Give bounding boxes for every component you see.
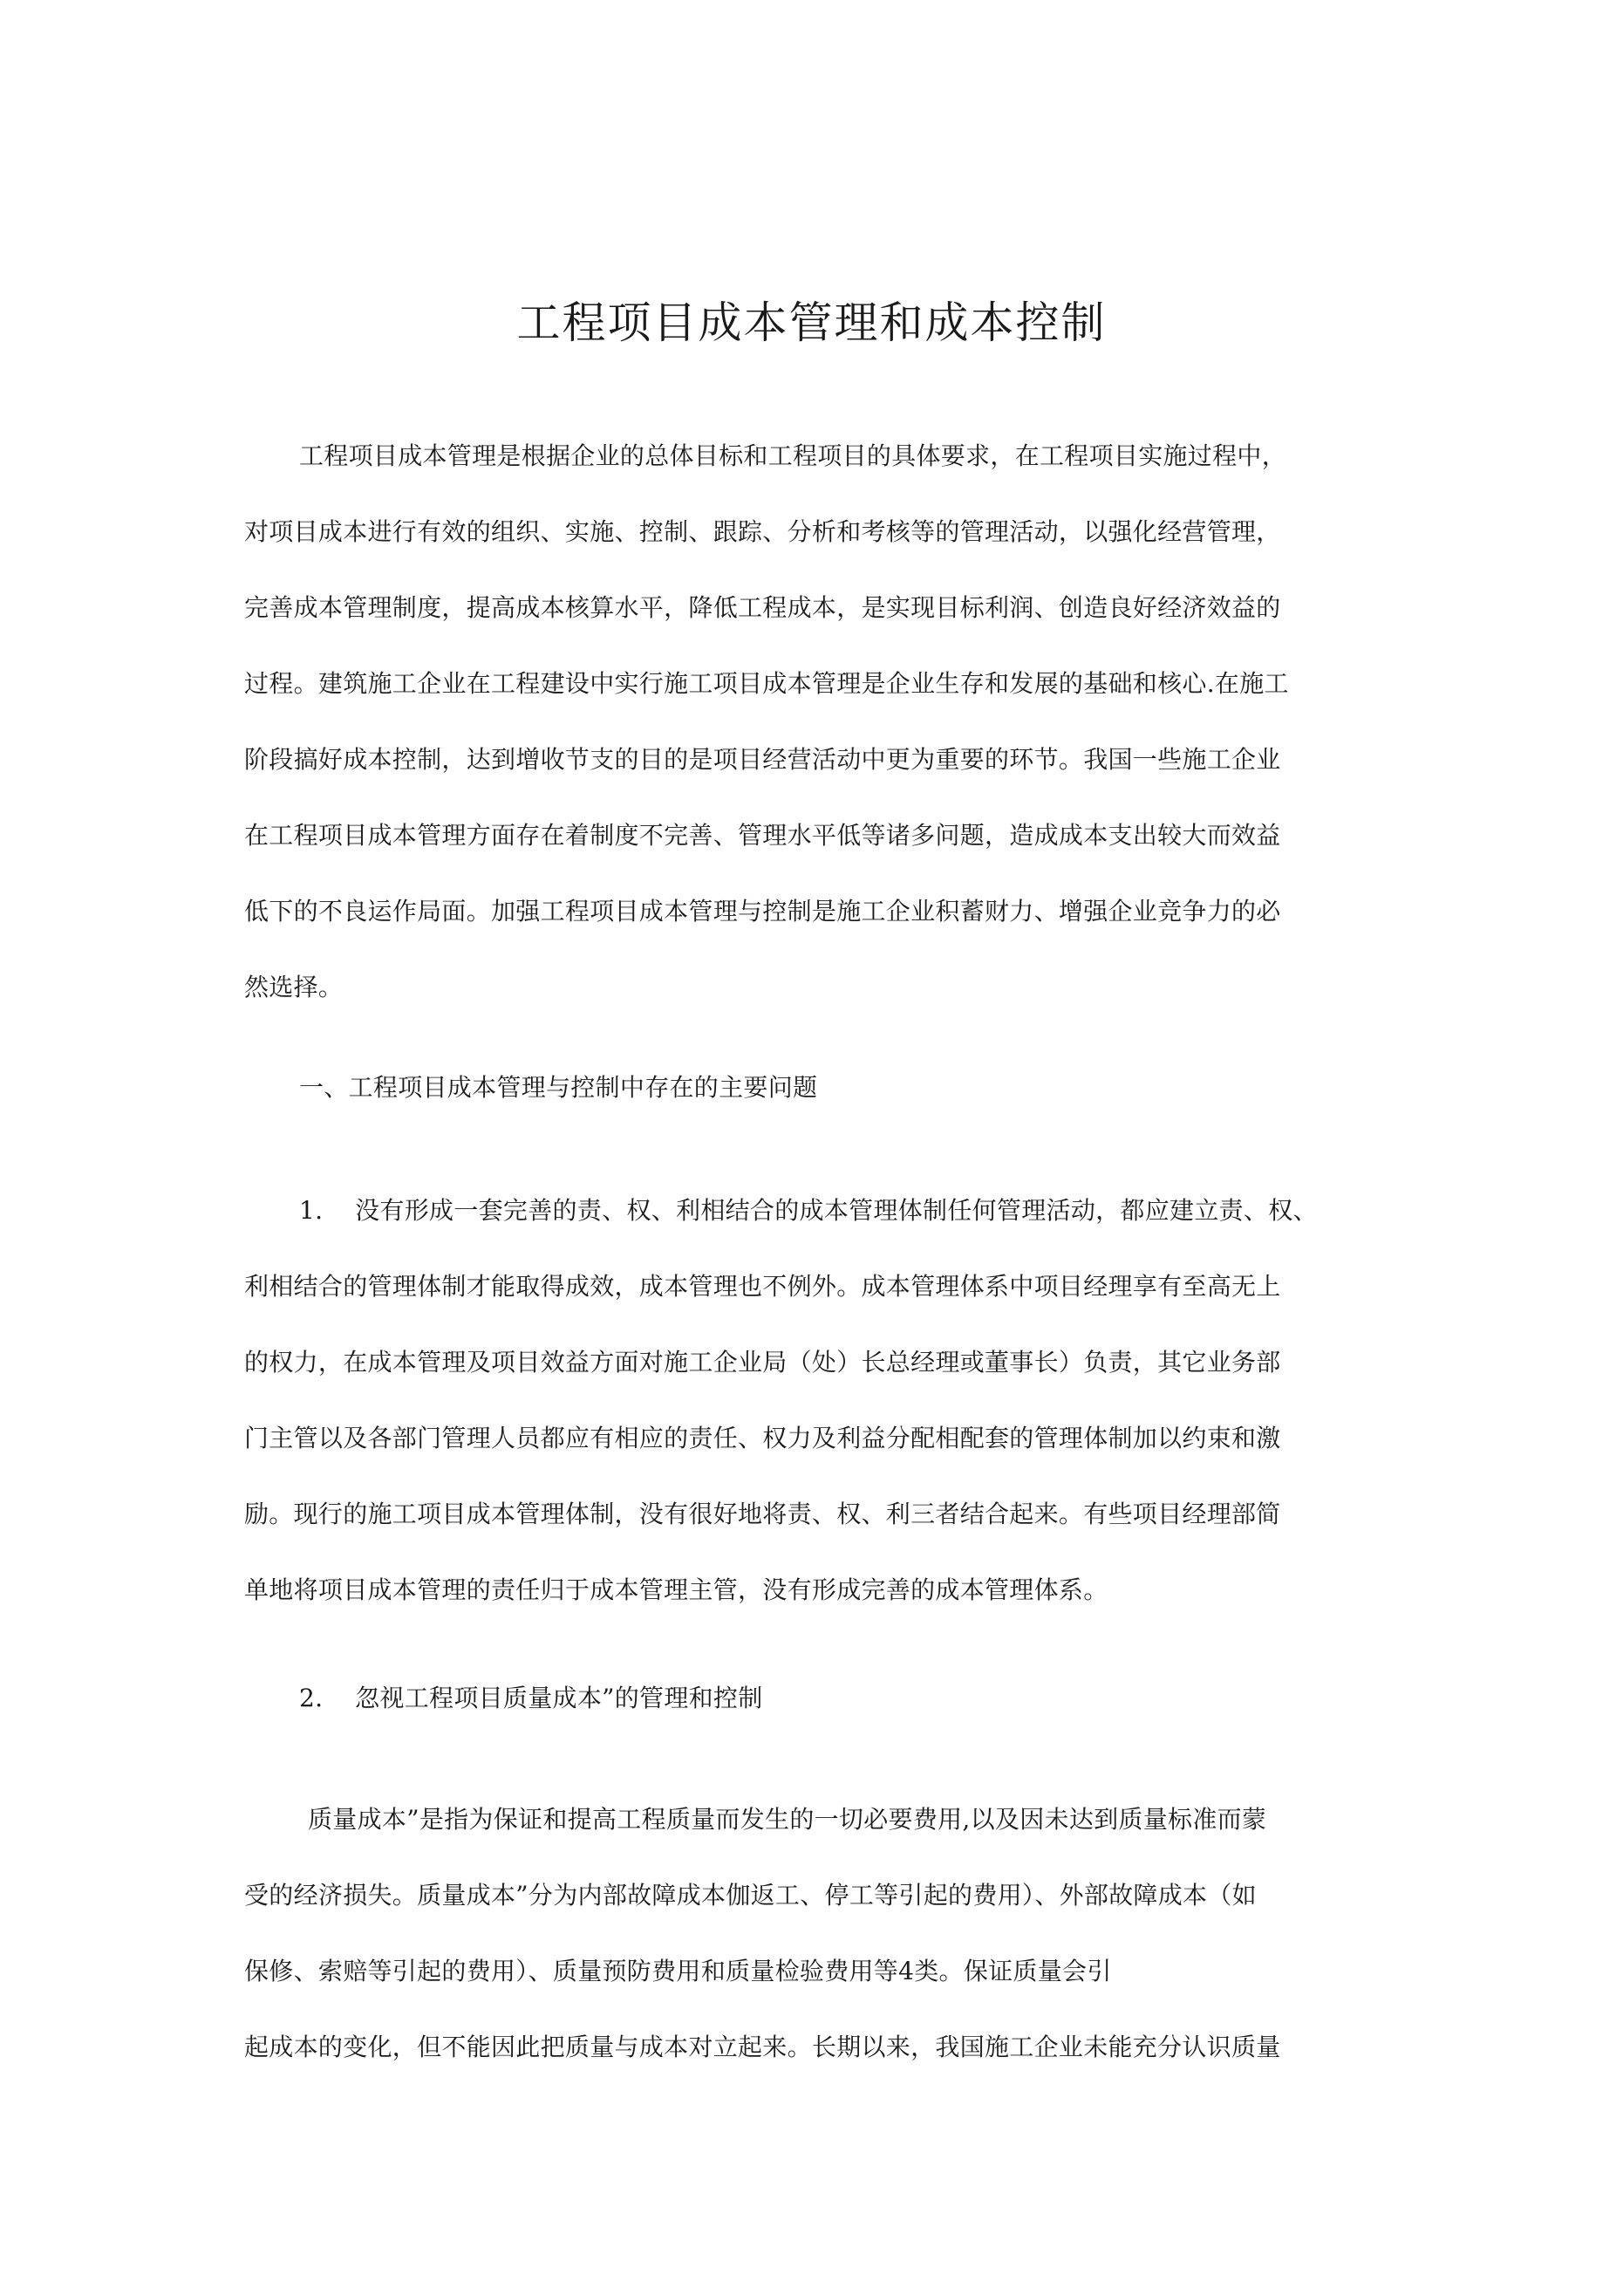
document-title: 工程项目成本管理和成本控制: [516, 297, 1107, 348]
text-line: 1. 没有形成一套完善的责、权、利相结合的成本管理体制任何管理活动，都应建立责、权、: [299, 1196, 1318, 1225]
section-heading: 2. 忽视工程项目质量成本”的管理和控制: [299, 1684, 763, 1712]
text-line: 受的经济损失。质量成本”分为内部故障成本伽返工、停工等引起的费用）、外部故障成本（如: [244, 1881, 1257, 1910]
text-line: 保修、索赔等引起的费用）、质量预防费用和质量检验费用等4类。保证质量会引: [244, 1957, 1112, 1985]
text-line: 起成本的变化，但不能因此把质量与成本对立起来。长期以来，我国施工企业未能充分认识质量: [244, 2033, 1281, 2061]
text-line: 阶段搞好成本控制，达到增收节支的目的是项目经营活动中更为重要的环节。我国一些施工企业: [244, 745, 1281, 774]
text-line: 对项目成本进行有效的组织、实施、控制、跟踪、分析和考核等的管理活动，以强化经营管理，: [244, 517, 1281, 546]
text-line: 励。现行的施工项目成本管理体制，没有很好地将责、权、利三者结合起来。有些项目经理部简: [244, 1500, 1281, 1528]
section-heading: 一、工程项目成本管理与控制中存在的主要问题: [299, 1073, 818, 1102]
text-line: 的权力，在成本管理及项目效益方面对施工企业局（处）长总经理或董事长）负责，其它业务部: [244, 1348, 1281, 1377]
text-line: 门主管以及各部门管理人员都应有相应的责任、权力及利益分配相配套的管理体制加以约束和激: [244, 1424, 1281, 1452]
text-line: 在工程项目成本管理方面存在着制度不完善、管理水平低等诸多问题，造成成本支出较大而效益: [244, 821, 1281, 850]
text-line: 过程。建筑施工企业在工程建设中实行施工项目成本管理是企业生存和发展的基础和核心.在施工: [244, 669, 1289, 698]
text-line: 利相结合的管理体制才能取得成效，成本管理也不例外。成本管理体系中项目经理享有至高无上: [244, 1272, 1281, 1301]
text-line: 单地将项目成本管理的责任归于成本管理主管，没有形成完善的成本管理体系。: [244, 1575, 1108, 1604]
text-line: 质量成本”是指为保证和提高工程质量而发生的一切必要费用,以及因未达到质量标准而蒙: [308, 1805, 1267, 1834]
text-line: 然选择。: [244, 973, 344, 1001]
text-line: 完善成本管理制度，提高成本核算水平，降低工程成本，是实现目标利润、创造良好经济效益的: [244, 593, 1281, 622]
text-line: 低下的不良运作局面。加强工程项目成本管理与控制是施工企业积蓄财力、增强企业竞争力的必: [244, 897, 1281, 926]
text-line: 工程项目成本管理是根据企业的总体目标和工程项目的具体要求，在工程项目实施过程中，: [299, 441, 1287, 470]
